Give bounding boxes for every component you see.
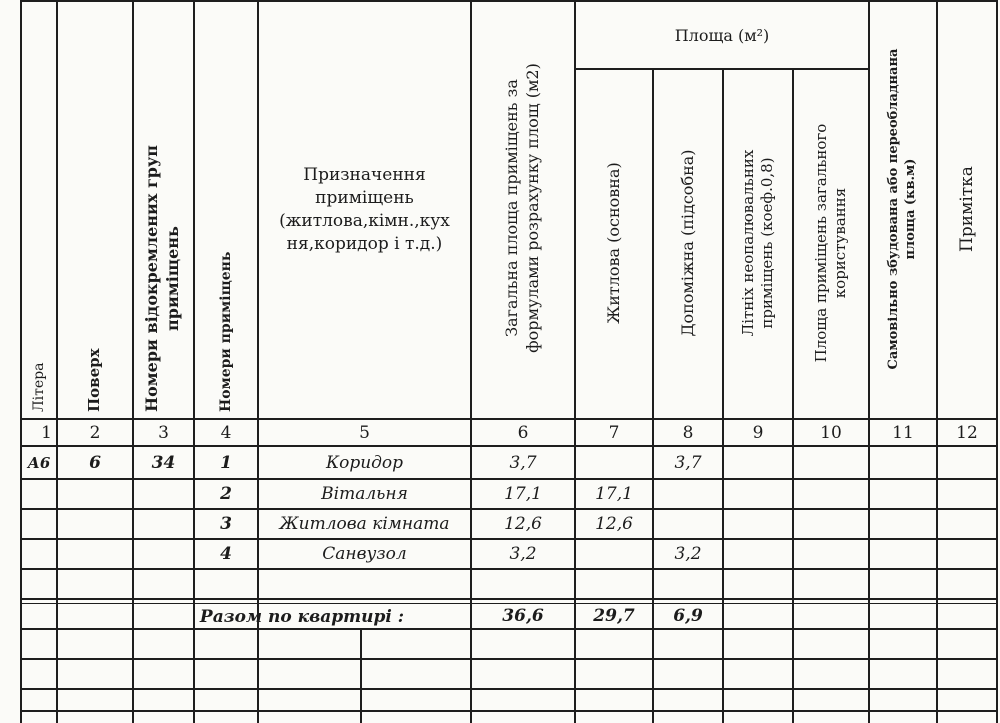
- totals-label: Разом по квартирі :: [199, 606, 405, 627]
- column-number: 10: [820, 422, 842, 443]
- header-summer-area: Літніх неопалювальних приміщень (коеф.0,8): [738, 149, 776, 337]
- grid-line: [20, 688, 998, 690]
- header-common-area: Площа приміщень загального користування: [811, 123, 849, 363]
- cell-living-area: 17,1: [595, 484, 633, 504]
- cell-purpose: Вітальня: [321, 484, 408, 504]
- cell-total-area: 3,2: [509, 544, 537, 564]
- cell-total-area: 3,7: [509, 452, 537, 473]
- header-self-built-area: Самовільно збудована або переобладнана площа (кв.м): [886, 48, 918, 370]
- header-floor: Поверх: [85, 348, 104, 412]
- cell-group: 34: [151, 452, 176, 473]
- cell-auxiliary-area: 3,2: [674, 544, 702, 564]
- column-number: 6: [517, 422, 529, 443]
- header-room-purpose: Призначення приміщень (житлова,кімн.,кух ня,коридор і т.д.): [279, 165, 450, 254]
- header-room-numbers: Номери приміщень: [217, 251, 234, 412]
- cell-room: 1: [220, 452, 232, 473]
- cell-room: 4: [220, 544, 232, 564]
- header-area-group: Площа (м²): [674, 25, 770, 45]
- column-number: 9: [752, 422, 764, 443]
- cell-total-area: 12,6: [504, 514, 542, 534]
- cell-room: 3: [220, 514, 232, 534]
- cell-litera: А6: [27, 453, 51, 472]
- grid-line: [20, 598, 998, 600]
- cell-purpose: Коридор: [325, 452, 404, 473]
- totals-living-area: 29,7: [593, 605, 635, 626]
- cell-total-area: 17,1: [504, 484, 542, 504]
- column-number: 8: [682, 422, 694, 443]
- header-note: Примітка: [956, 166, 977, 252]
- column-number: 5: [359, 422, 370, 443]
- column-number: 3: [158, 422, 169, 443]
- header-living-area: Житлова (основна): [603, 162, 623, 324]
- cell-auxiliary-area: [654, 480, 722, 508]
- grid-line: [20, 568, 998, 570]
- grid-line: [996, 0, 998, 723]
- grid-line: [20, 658, 998, 660]
- cell-living-area: 12,6: [595, 514, 633, 534]
- column-number: 12: [956, 422, 978, 443]
- cell-living-area: [576, 540, 652, 568]
- column-number: 4: [220, 422, 232, 443]
- cell-room: 2: [220, 484, 232, 504]
- header-room-groups: Номери відокремлених груп приміщень: [142, 145, 182, 412]
- grid-line: [360, 628, 362, 723]
- cell-floor: 6: [89, 452, 101, 473]
- totals-total-area: 36,6: [502, 605, 544, 626]
- header-auxiliary-area: Допоміжна (підсобна): [677, 149, 697, 337]
- totals-auxiliary-area: 6,9: [673, 605, 703, 626]
- column-number: 1: [41, 422, 52, 443]
- header-total-area: Загальна площа приміщень за формулами розрахунку площ (м2): [502, 63, 542, 353]
- cell-purpose: Санвузол: [322, 544, 407, 564]
- column-number: 2: [89, 422, 101, 443]
- cell-auxiliary-area: 3,7: [674, 452, 702, 473]
- cell-auxiliary-area: [654, 510, 722, 538]
- header-litera: Літера: [30, 362, 47, 412]
- grid-line: [20, 628, 998, 630]
- cell-living-area: [576, 447, 652, 478]
- column-number: 7: [608, 422, 620, 443]
- column-number: 11: [892, 422, 914, 443]
- grid-line: [20, 710, 998, 712]
- cell-purpose: Житлова кімната: [279, 514, 450, 534]
